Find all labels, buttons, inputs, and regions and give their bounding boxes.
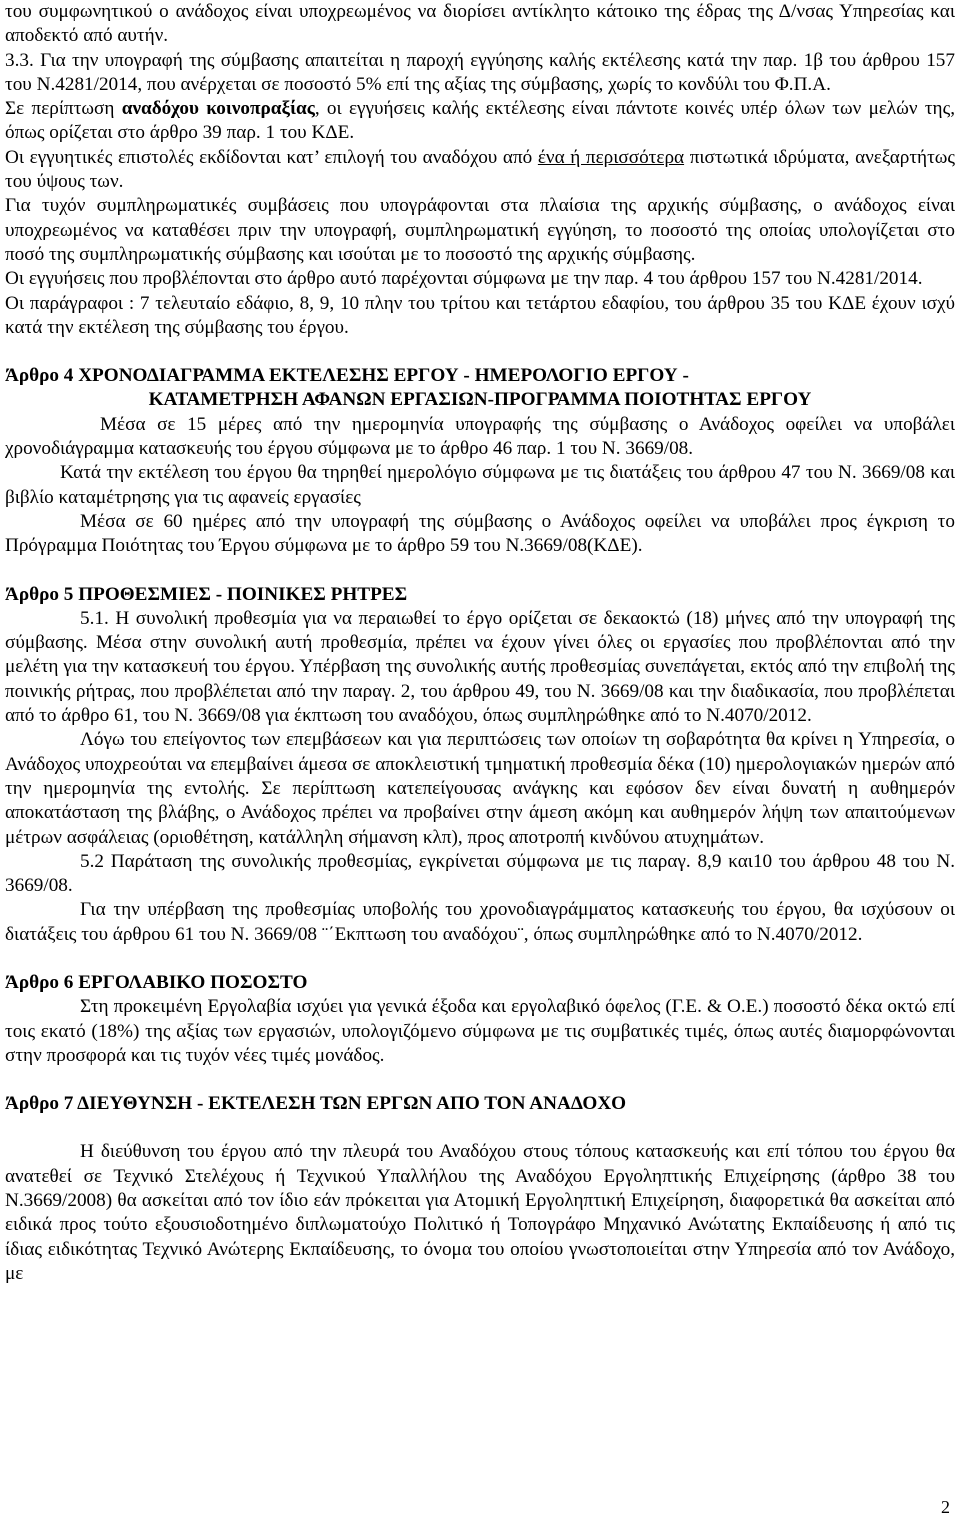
intro-paragraph-2: 3.3. Για την υπογραφή της σύμβασης απαιτείται η παροχή εγγύησης καλής εκτέλεσης κατά την παρ. 1β του άρθρου 157 του Ν.4281/2014, που ανέρχεται σε ποσοστό 5% επί της αξίας της σύμβασης, χωρίς το κονδύλι του Φ.Π.Α.: [5, 49, 955, 95]
spacer: [5, 559, 955, 583]
article-4-paragraph-3: Μέσα σε 60 ημέρες από την υπογραφή της σύμβασης ο Ανάδοχος οφείλει να υποβάλει προς έγκριση το Πρόγραμμα Ποιότητας του Έργου σύμφωνα με το άρθρο 59 του Ν.3669/08(ΚΔΕ).: [5, 510, 955, 557]
article-7-paragraph-1: Η διεύθυνση του έργου από την πλευρά του Αναδόχου στους τόπους κατασκευής και επί τόπου του έργου θα ανατεθεί σε Τεχνικό Στελέχους ή Τεχνικού Υπαλλήλου της Αναδόχου Εργοληπτικής Επιχείρησης (άρθρο 38 του Ν.3669/2008) θα ασκείται από τον ίδιο εάν πρόκειται για Ατομική Εργοληπτική Επιχείρηση, διαφορετικά θα ασκείται από ειδικά προς τούτο εξουσιοδοτημένο διπλωματούχο Πολιτικό ή Τοπογράφο Μηχανικό Ανώτατης Εκπαίδευσης ή από τις ίδιας ειδικότητας Τεχνικό Ανώτερης Εκπαίδευσης, το όνομα του οποίου γνωστοποιείται στην Υπηρεσία από τον Ανάδοχο, με: [5, 1141, 955, 1284]
underlined-term: ένα ή περισσότερα: [537, 146, 685, 168]
article-4-paragraph-2: Κατά την εκτέλεση του έργου θα τηρηθεί ημερολόγιο σύμφωνα με τις διατάξεις του άρθρου 47 του Ν. 3669/08 και βιβλίο καταμέτρησης για τις αφανείς εργασίες: [5, 462, 955, 508]
article-4-heading: Άρθρο 4 ΧΡΟΝΟΔΙΑΓΡΑΜΜΑ ΕΚΤΕΛΕΣΗΣ ΕΡΓΟΥ - ΗΜΕΡΟΛΟΓΙΟ ΕΡΓΟΥ -: [5, 365, 689, 387]
intro-paragraph-4: [5, 146, 955, 195]
article-5-paragraph-2: Λόγω του επείγοντος των επεμβάσεων και για περιπτώσεις των οποίων τη σοβαρότητα θα κρίνει η Υπηρεσία, ο Ανάδοχος υποχρεούται να επεμβαίνει άμεσα σε αποκλειστική τμηματική προθεσμία δέκα (10) ημερολογιακών ημερών από την ημερομηνία της εντολής. Σε περίπτωση κατεπείγουσας ανάγκης και εφόσον δεν είναι δυνατή η αυθημερόν αποκατάσταση της βλάβης, ο Ανάδοχος πρέπει να προβαίνει στην άμεση ακόμη και αυθημερόν λήψη των απαιτούμενων μέτρων ασφάλειας (οριοθέτηση, κατάλληλη σήμανση κλπ), προς αποτροπή κινδύνου ατυχημάτων.: [5, 729, 955, 848]
spacer: [5, 947, 955, 971]
article-5-paragraph-4: Για την υπέρβαση της προθεσμίας υποβολής του χρονοδιαγράμματος κατασκευής του έργου, θα ισχύσουν οι διατάξεις του άρθρου 61 του Ν. 3669/08 ¨΄Εκπτωση του αναδόχου¨, όπως συμπληρώθηκε από το Ν.4070/2012.: [5, 899, 955, 945]
article-7-heading: Άρθρο 7 ΔΙΕΥΘΥΝΣΗ - ΕΚΤΕΛΕΣΗ ΤΩΝ ΕΡΓΩΝ ΑΠΟ ΤΟΝ ΑΝΑΔΟΧΟ: [5, 1093, 627, 1115]
spacer: [5, 1068, 955, 1092]
intro-paragraph-5: Για τυχόν συμπληρωματικές συμβάσεις που υπογράφονται στα πλαίσια της αρχικής σύμβασης, ο ανάδοχος είναι υποχρεωμένος να καταθέσει πριν την υπογραφή, συμπληρωματική εγγύηση, το ποσοστό της οποίας υπολογίζεται στο ποσό της συμπληρωματικής σύμβασης και ισούται με το ποσοστό της αρχικής σύμβασης.: [5, 195, 955, 265]
spacer: [5, 1116, 955, 1140]
spacer: [5, 340, 955, 364]
article-6-heading: Άρθρο 6 ΕΡΓΟΛΑΒΙΚΟ ΠΟΣΟΣΤΟ: [5, 971, 308, 993]
text-run: πιστωτικά ιδρύματα, ανεξαρτήτως του ύψους των.: [5, 146, 956, 193]
article-4-paragraph-1: Μέσα σε 15 μέρες από την ημερομηνία υπογραφής της σύμβασης ο Ανάδοχος οφείλει να υποβάλει χρονοδιάγραμμα κατασκευής του έργου σύμφωνα με το άρθρο 46 παρ. 1 του Ν. 3669/08.: [5, 413, 955, 460]
text-run: , οι εγγυήσεις καλής εκτέλεσης είναι πάντοτε κοινές υπέρ όλων των μελών της, όπως ορίζεται στο άρθρο 39 παρ. 1 του ΚΔΕ.: [5, 98, 955, 144]
bold-term: αναδόχου κοινοπραξίας: [121, 98, 315, 120]
intro-paragraph-1: του συμφωνητικού ο ανάδοχος είναι υποχρεωμένος να διορίσει αντίκλητο κάτοικο της έδρας της Δ/νσας Υπηρεσίας και αποδεκτό από αυτήν.: [5, 1, 955, 47]
article-5-paragraph-1: 5.1. Η συνολική προθεσμία για να περαιωθεί το έργο ορίζεται σε δεκαοκτώ (18) μήνες από την υπογραφή της σύμβασης. Μέσα στην συνολική αυτή προθεσμία, πρέπει να έχουν γίνει όλες οι εργασίες που προβλέπονται από την μελέτη για την κατασκευή του έργου. Υπέρβαση της συνολικής αυτής προθεσμίας συνεπάγεται, εκτός από την επιβολή της ποινικής ρήτρας, που προβλέπεται από την παραγ. 2, του άρθρου 49, του Ν. 3669/08 και την διαδικασία, που προβλέπεται από το άρθρο 61, του Ν. 3669/08 για έκπτωση του αναδόχου, όπως συμπληρώθηκε από το Ν.4070/2012.: [5, 607, 955, 727]
intro-paragraph-7: Οι παράγραφοι : 7 τελευταίο εδάφιο, 8, 9, 10 πλην του τρίτου και τετάρτου εδαφίου, του άρθρου 35 του ΚΔΕ έχουν ισχύ κατά την εκτέλεση της σύμβασης του έργου.: [5, 292, 955, 338]
article-6-paragraph-1: Στη προκειμένη Εργολαβία ισχύει για γενικά έξοδα και εργολαβικό όφελος (Γ.Ε. & Ο.Ε.) ποσοστό δέκα οκτώ επί τοις εκατό (18%) της αξίας των εργασιών, υπολογιζόμενο σύμφωνα με τις συμβατικές τιμές, όπως αυτές διαμορφώνονται στην προσφορά και τις τυχόν νέες τιμές μονάδος.: [5, 996, 955, 1066]
text-run: Σε περίπτωση: [5, 98, 122, 120]
intro-paragraph-3: [5, 97, 955, 146]
page-number: 2: [941, 1496, 950, 1517]
article-4-heading-line-2: ΚΑΤΑΜΕΤΡΗΣΗ ΑΦΑΝΩΝ ΕΡΓΑΣΙΩΝ-ΠΡΟΓΡΑΜΜΑ ΠΟΙΟΤΗΤΑΣ ΕΡΓΟΥ: [148, 389, 812, 411]
intro-paragraph-6: Οι εγγυήσεις που προβλέπονται στο άρθρο αυτό παρέχονται σύμφωνα με την παρ. 4 του άρθρου 157 του Ν.4281/2014.: [5, 268, 923, 290]
article-5-heading: Άρθρο 5 ΠΡΟΘΕΣΜΙΕΣ - ΠΟΙΝΙΚΕΣ ΡΗΤΡΕΣ: [5, 583, 408, 605]
text-run: Οι εγγυητικές επιστολές εκδίδονται κατ’ επιλογή του αναδόχου από: [5, 146, 538, 168]
article-5-paragraph-3: 5.2 Παράταση της συνολικής προθεσμίας, εγκρίνεται σύμφωνα με τις παραγ. 8,9 και10 του άρθρου 48 του Ν. 3669/08.: [5, 850, 955, 897]
